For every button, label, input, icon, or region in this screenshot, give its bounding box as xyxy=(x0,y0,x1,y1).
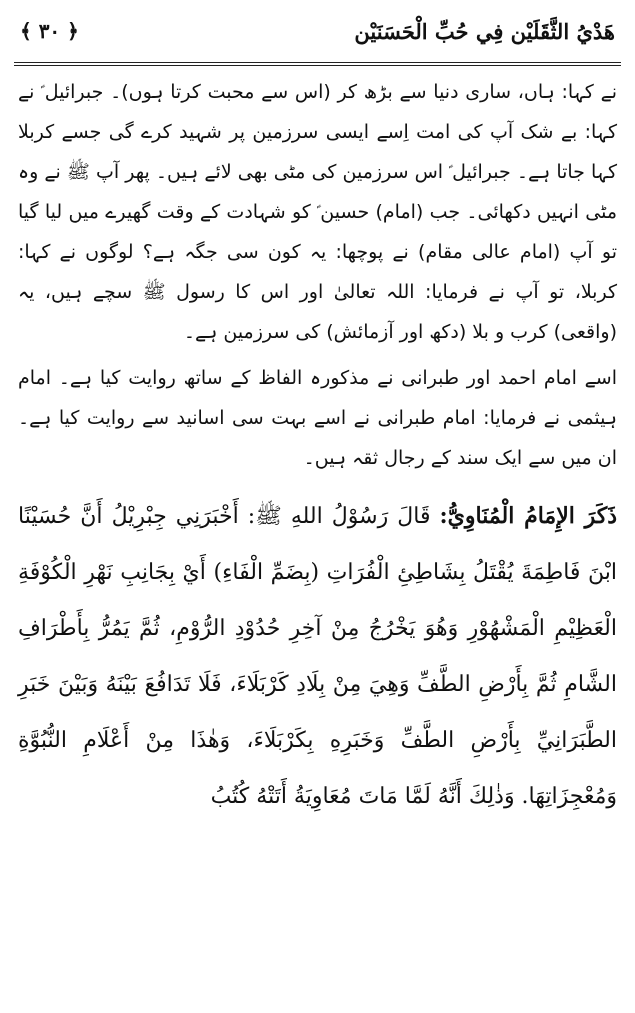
page-number: ﴿ ۳۰ ﴾ xyxy=(20,19,79,43)
arabic-quote-body: قَالَ رَسُوْلُ اللهِ ﷺ: أَخْبَرَنِي جِبْرِيْلُ أَنَّ حُسَيْنًا ابْنَ فَاطِمَةَ يُقْتَلُ بِشَاطِئِ الْفُرَاتِ (بِضَمِّ الْفَاءِ) أَيْ بِجَانِبِ نَهْرِ الْكُوْفَةِ الْعَظِيْمِ الْمَشْهُوْرِ وَهُوَ يَخْرُجُ مِنْ آخِرِ حُدُوْدِ الرُّوْمِ، ثُمَّ يَمُرُّ بِأَطْرَافِ الشَّامِ ثُمَّ بِأَرْضِ الطَّفِّ وَهِيَ مِنْ بِلَادِ كَرْبَلَاءَ، فَلَا تَدَافُعَ بَيْنَهُ وَبَيْنَ خَبَرِ الطَّبَرَانِيِّ بِأَرْضِ الطَّفِّ وَخَبَرِهِ بِكَرْبَلَاءَ، وَهٰذَا مِنْ أَعْلَامِ النُّبُوَّةِ وَمُعْجِزَاتِهَا. وَذٰلِكَ أَنَّهُ لَمَّا مَاتَ مُعَاوِيَةُ أَتَتْهُ كُتُبُ xyxy=(18,504,617,809)
running-head-title: هَدْيُ الثَّقَلَيْن فِي حُبِّ الْحَسَنَيْن xyxy=(354,18,615,44)
header-rule xyxy=(14,62,621,66)
arabic-quote-lead: ذَكَرَ الإِمَامُ الْمُنَاوِيُّ: xyxy=(439,503,617,529)
arabic-quote xyxy=(14,488,621,825)
urdu-paragraph-1: نے کہا: ہاں، ساری دنیا سے بڑھ کر (اس سے محبت کرتا ہوں)۔ جبرائیل ؑ نے کہا: بے شک آپ کی امت اِسے ایسی سرزمین پر شہید کرے گی جسے کربلا کہا جاتا ہے۔ جبرائیل ؑ اس سرزمین کی مٹی بھی لائے ہیں۔ پھر آپ ﷺ نے وہ مٹی انہیں دکھائی۔ جب (امام) حسین ؑ کو شہادت کے وقت گھیرے میں لیا گیا تو آپ (امام عالی مقام) نے پوچھا: یہ کون سی جگہ ہے؟ لوگوں نے کہا: کربلا، تو آپ نے فرمایا: اللہ تعالیٰ اور اس کا رسول ﷺ سچے ہیں، یہ (واقعی) کرب و بلا (دکھ اور آزمائش) کی سرزمین ہے۔ xyxy=(18,81,617,343)
urdu-paragraph-2: اسے امام احمد اور طبرانی نے مذکورہ الفاظ کے ساتھ روایت کیا ہے۔ امام ہیثمی نے فرمایا: امام طبرانی نے اسے بہت سی اسانید سے روایت کیا ہے۔ ان میں سے ایک سند کے رجال ثقہ ہیں۔ xyxy=(18,367,617,469)
page-header xyxy=(14,0,621,62)
